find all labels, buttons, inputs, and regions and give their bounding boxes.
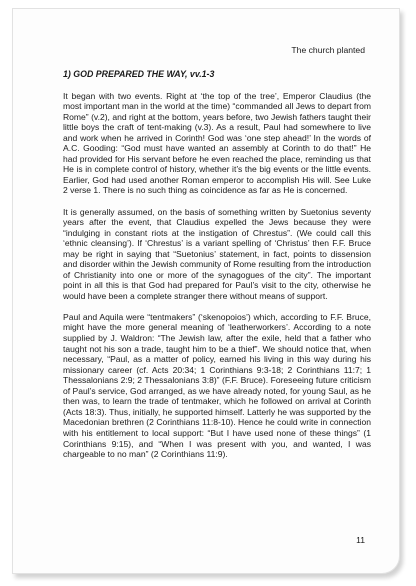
page-number: 11 [356,535,365,545]
running-head: The church planted [291,45,365,55]
section-heading: 1) GOD PREPARED THE WAY, vv.1-3 [63,69,215,79]
book-page [12,8,400,574]
paragraph-2: It is generally assumed, on the basis of something written by Suetonius seventy years after the event, that Claudius expelled the Jews because they were “indulging in constant riots at the instigation of Chrestus”. (We could call this ‘ethnic cleansing’). If ‘Chrestus’ is a variant spelling of ‘Christus’ then F.F. Bruce may be right in saying that “Suetonius’ statement, in fact, points to dissension and disorder within the Jewish community of Rome resulting from the introduction of Christianity into one or more of the synagogues of the city”. The important point in all this is that God had prepared for Paul’s visit to the city, otherwise he would have been a complete stranger there without means of support. [63,206,371,301]
paragraph-1: It began with two events. Right at ‘the top of the tree’, Emperor Claudius (the most important man in the world at the time) “commanded all Jews to depart from Rome” (v.2), and right at the bottom, years before, two Jewish fathers taught their little boys the craft of tent-making (v.3). As a result, Paul had somewhere to live and work when he arrived in Corinth! God was ‘one step ahead!’ In the words of A.C. Gooding: “God must have wanted an assembly at Corinth to do that!” He had provided for His servant before he even reached the place, reminding us that He is in complete control of history, whether it’s the big events or the little events. Earlier, God had used another Roman emperor to accomplish His will. See Luke 2 verse 1. There is no such thing as coincidence as far as He is concerned. [63,90,371,196]
paragraph-3: Paul and Aquila were “tentmakers” (‘skenopoios’) which, according to F.F. Bruce, might have the more general meaning of ‘leatherworkers’. According to a note supplied by J. Waldron: “The Jewish law, after the exile, held that a father who taught not his son a trade, taught him to be a thief”. We should notice that, when necessary, “Paul, as a matter of policy, earned his living in this way during his missionary career (cf. Acts 20:34; 1 Corinthians 9:3-18; 2 Corinthians 11:7; 1 Thessalonians 2:9; 2 Thessalonians 3:8)” (F.F. Bruce). Foreseeing future criticism of Paul’s service, God arranged, as we have already noted, for young Saul, as he then was, to learn the trade of tentmaker, which he followed on arrival at Corinth (Acts 18:3). Thus, initially, he supported himself. Latterly he was supported by the Macedonian brethren (2 Corinthians 11:8-10). Hence he could write in connection with his entitlement to local support: “But I have used none of these things” (1 Corinthians 9:15), and “When I was present with you, and wanted, I was chargeable to no man” (2 Corinthians 11:9). [63,311,371,460]
page-content [63,69,371,470]
